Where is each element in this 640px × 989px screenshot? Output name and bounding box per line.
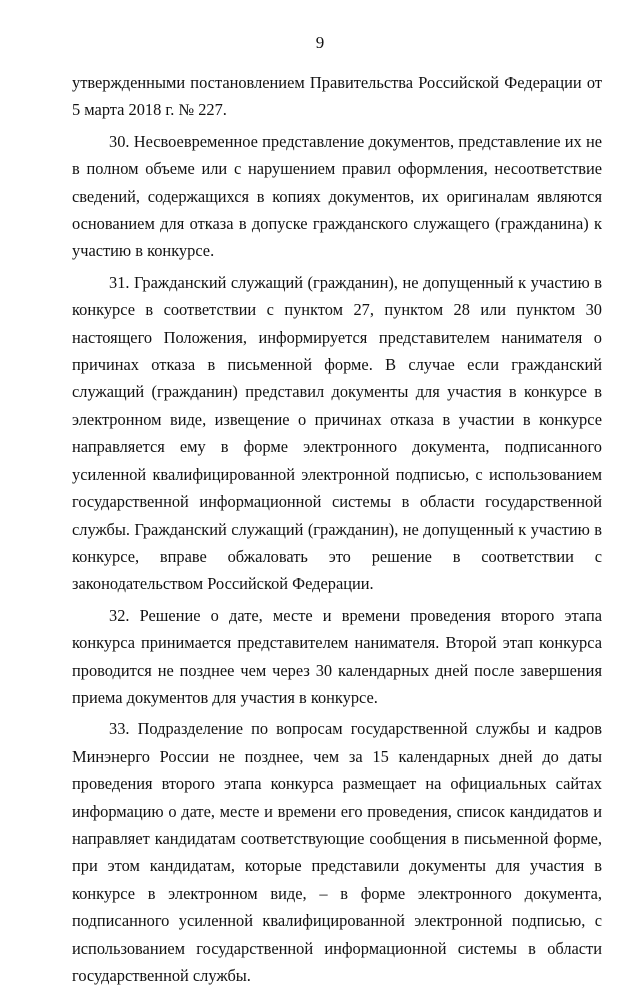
document-body (72, 69, 602, 989)
paragraph-continuation: утвержденными постановлением Правительства Российской Федерации от 5 марта 2018 г. № 227. (72, 73, 602, 120)
paragraph-31: 31. Гражданский служащий (гражданин), не допущенный к участию в конкурсе в соответствии с пунктом 27, пунктом 28 или пунктом 30 настоящего Положения, информируется представителем нанимателя о причинах отказа в письменной форме. В случае если гражданский служащий (гражданин) представил документы для участия в конкурсе в электронном виде, извещение о причинах отказа в участии в конкурсе направляется ему в форме электронного документа, подписанного усиленной квалифицированной электронной подписью, с использованием государственной информационной системы в области государственной службы. Гражданский служащий (гражданин), не допущенный к участию в конкурсе, вправе обжаловать это решение в соответствии с законодательством Российской Федерации. (72, 272, 602, 594)
paragraph-30: 30. Несвоевременное представление документов, представление их не в полном объеме или с нарушением правил оформления, несоответствие сведений, содержащихся в копиях документов, их оригиналам являются основанием для отказа в допуске гражданского служащего (гражданина) к участию в конкурсе. (72, 131, 602, 261)
page-number: 9 (315, 33, 325, 52)
paragraph-33: 33. Подразделение по вопросам государственной службы и кадров Минэнерго России не позднее, чем за 15 календарных дней до даты проведения второго этапа конкурса размещает на официальных сайтах информацию о дате, месте и времени его проведения, список кандидатов и направляет кандидатам соответствующие сообщения в письменной форме, при этом кандидатам, которые представили документы для участия в конкурсе в электронном виде, – в форме электронного документа, подписанного усиленной квалифицированной электронной подписью, с использованием государственной информационной системы в области государственной службы. (72, 719, 602, 985)
paragraph-32: 32. Решение о дате, месте и времени проведения второго этапа конкурса принимается представителем нанимателя. Второй этап конкурса проводится не позднее чем через 30 календарных дней после завершения приема документов для участия в конкурсе. (72, 605, 602, 707)
